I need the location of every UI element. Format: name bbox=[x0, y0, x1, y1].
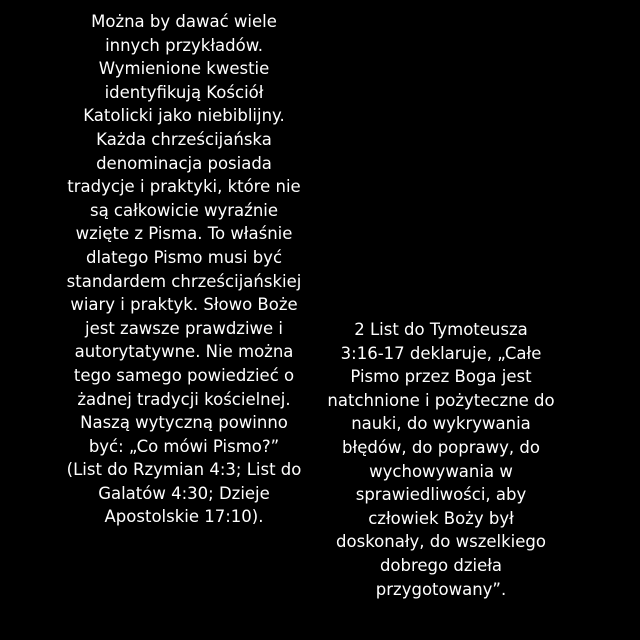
left-line: Każda chrześcijańska bbox=[96, 129, 272, 149]
left-line: jest zawsze prawdziwe i bbox=[84, 318, 284, 338]
right-line: przygotowany”. bbox=[375, 579, 507, 599]
left-line: są całkowicie wyraźnie bbox=[89, 200, 279, 220]
left-line: Wymienione kwestie bbox=[98, 59, 270, 79]
left-line: tego samego powiedzieć o bbox=[73, 365, 295, 385]
left-line: denominacja posiada bbox=[96, 153, 272, 173]
left-line: Galatów 4:30; Dzieje bbox=[98, 483, 270, 503]
left-line: Apostolskie 17:10). bbox=[104, 507, 264, 527]
left-line: wiary i praktyk. Słowo Boże bbox=[70, 295, 298, 315]
right-line: błędów, do poprawy, do bbox=[342, 437, 540, 457]
left-line: żadnej tradycji kościelnej. bbox=[77, 389, 291, 409]
right-line: 3:16-17 deklaruje, „Całe bbox=[340, 343, 542, 363]
left-line: być: „Co mówi Pismo?” bbox=[88, 436, 280, 456]
right-line: nauki, do wykrywania bbox=[351, 414, 531, 434]
left-paragraph bbox=[48, 10, 320, 529]
right-line: 2 List do Tymoteusza bbox=[354, 320, 528, 339]
left-line: dlatego Pismo musi być bbox=[85, 247, 283, 267]
right-line: dobrego dzieła bbox=[379, 555, 503, 575]
right-line: Pismo przez Boga jest bbox=[350, 367, 532, 387]
left-line: Katolicki jako niebiblijny. bbox=[83, 106, 285, 126]
right-line: wychowywania w bbox=[369, 461, 513, 481]
left-line: identyfikują Kościół bbox=[104, 82, 264, 102]
right-line: doskonały, do wszelkiego bbox=[336, 532, 546, 552]
left-line: autorytatywne. Nie można bbox=[74, 342, 294, 362]
left-line: (List do Rzymian 4:3; List do bbox=[66, 460, 302, 480]
right-paragraph bbox=[310, 318, 572, 601]
left-line: Można by dawać wiele bbox=[91, 12, 277, 31]
left-line: wzięte z Pisma. To właśnie bbox=[75, 224, 293, 244]
left-line: innych przykładów. bbox=[105, 35, 263, 55]
left-line: tradycje i praktyki, które nie bbox=[67, 177, 301, 197]
left-line: standardem chrześcijańskiej bbox=[66, 271, 302, 291]
right-line: sprawiedliwości, aby bbox=[355, 485, 527, 505]
right-line: natchnione i pożyteczne do bbox=[327, 390, 555, 410]
left-line: Naszą wytyczną powinno bbox=[80, 413, 288, 433]
right-line: człowiek Boży był bbox=[368, 508, 514, 528]
